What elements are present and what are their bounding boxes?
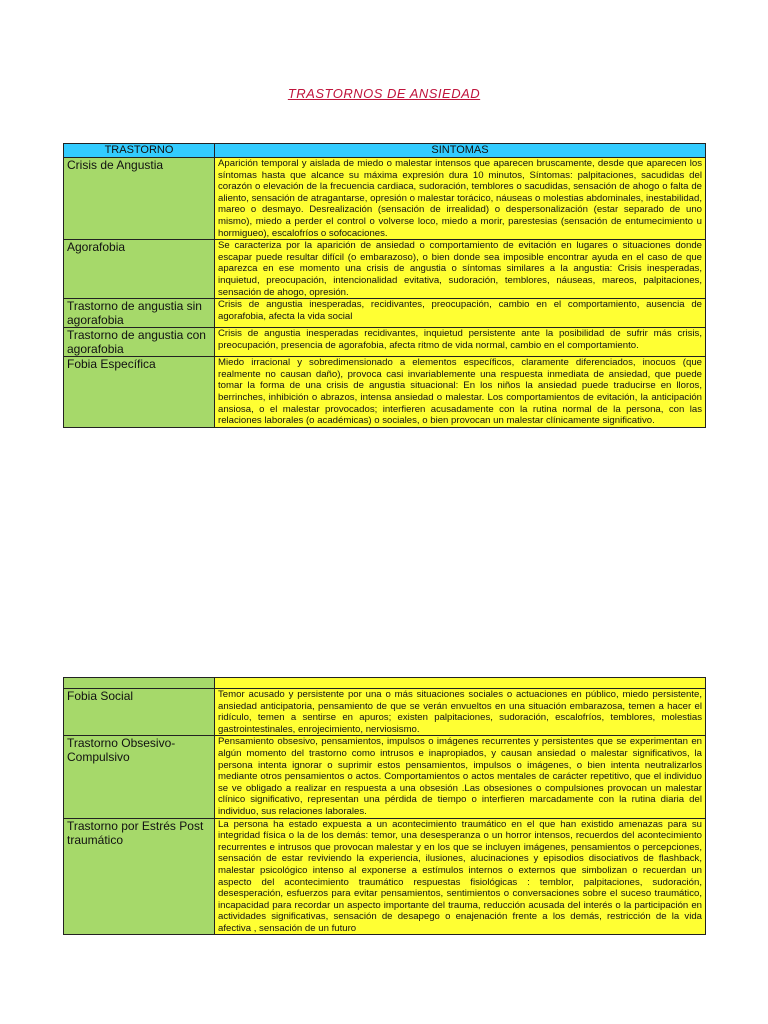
table-row [64, 158, 706, 240]
header-trastorno: TRASTORNO [64, 144, 215, 158]
disorder-name: Agorafobia [64, 240, 215, 299]
disorder-name: Trastorno de angustia con agorafobia [64, 328, 215, 357]
symptoms-table-2 [63, 677, 706, 935]
table-row [64, 240, 706, 299]
disorder-name: Fobia Específica [64, 357, 215, 428]
disorder-symptoms: Se caracteriza por la aparición de ansiedad o comportamiento de evitación en lugares o situaciones donde escapar puede resultar difícil (o embarazoso), o bien donde sea imposible encontrar ayuda en el caso de que aparezca en ese momento una crisis de angustia o síntomas similares a la angustia: Crisis inesperadas, inquietud, preocupación, intencionalidad evitativa, sudoración, temblores, náuseas, mareos, palpitaciones, sensación de ahogo, opresión. [215, 240, 706, 299]
symptoms-table-1 [63, 143, 706, 428]
page-title: TRASTORNOS DE ANSIEDAD [287, 86, 481, 101]
blank-cell [215, 678, 706, 689]
table-header-row [64, 144, 706, 158]
disorder-symptoms: Aparición temporal y aislada de miedo o malestar intensos que aparecen bruscamente, desde que aparecen los síntomas hasta que alcance su máxima expresión dura 10 minutos, Síntomas: palpitaciones, sacudidas del corazón o elevación de la frecuencia cardiaca, sudoración, temblores o sacudidas, sensación de ahogo o falta de aliento, sensación de atragantarse, opresión o malestar torácico, náuseas o molestias abdominales, inestabilidad, mareo o desmayo. Desrealización (sensación de irrealidad) o despersonalización (estar separado de uno mismo), miedo a perder el control o volverse loco, miedo a morir, parestesias (sensación de entumecimiento u hormigueo), escalofríos o sofocaciones. [215, 158, 706, 240]
disorder-name: Trastorno por Estrés Post traumático [64, 818, 215, 935]
disorder-symptoms: Temor acusado y persistente por una o más situaciones sociales o actuaciones en público, miedo persistente, ansiedad anticipatoria, pensamiento de que se verán envueltos en una situación embarazosa, temen a hacer el ridículo, temen a sentirse en apuros; existen palpitaciones, sudoración, escalofríos, temblores, molestias gastrointestinales, enrojecimiento, nerviosismo. [215, 689, 706, 736]
disorder-symptoms: La persona ha estado expuesta a un acontecimiento traumático en el que han existido amenazas para su integridad física o la de los demás: temor, una desesperanza o un horror intensos, recuerdos del acontecimiento recurrentes e intrusos que provocan malestar y en los que se incluyen imágenes, pensamientos o percepciones, sensación de estar reviviendo la experiencia, ilusiones, alucinaciones y episodios disociativos de flashback, malestar psicológico intenso al exponerse a estímulos internos o externos que simbolizan o recuerdan un aspecto del acontecimiento traumático respuestas fisiológicas : temblor, palpitaciones, sudoración, desesperación, esfuerzos para evitar pensamientos, sentimientos o conversaciones sobre el suceso traumático, incapacidad para recordar un aspecto importante del trauma, reducción acusada del interés o la participación en actividades significativas, sensación de desapego o enajenación frente a los demás, restricción de la vida afectiva , sensación de un futuro [215, 818, 706, 935]
table-row [64, 357, 706, 428]
header-sintomas: SINTOMAS [215, 144, 706, 158]
disorder-symptoms: Miedo irracional y sobredimensionado a elementos específicos, claramente diferenciados, inocuos (que realmente no causan daño), provoca casi invariablemente una respuesta inmediata de ansiedad, que puede tomar la forma de una crisis de angustia situacional: En los niños la ansiedad puede traducirse en lloros, berrinches, inhibición o abrazos, intensa ansiedad o malestar. Los comportamientos de evitación, la anticipación ansiosa, o el malestar provocados; interfieren acusadamente con la rutina normal de la persona, con las relaciones laborales (o académicas) o sociales, o bien provocan un malestar clínicamente significativo. [215, 357, 706, 428]
table-blank-row [64, 678, 706, 689]
disorder-name: Trastorno Obsesivo-Compulsivo [64, 736, 215, 818]
table-row [64, 818, 706, 935]
disorder-symptoms: Crisis de angustia inesperadas recidivantes, inquietud persistente ante la posibilidad de sufrir más crisis, preocupación, presencia de agorafobia, afecta ritmo de vida normal, cambio en el comportamiento. [215, 328, 706, 357]
disorder-symptoms: Crisis de angustia inesperadas, recidivantes, preocupación, cambio en el comportamiento, ausencia de agorafobia, afecta la vida social [215, 299, 706, 328]
disorder-name: Trastorno de angustia sin agorafobia [64, 299, 215, 328]
table-row [64, 299, 706, 328]
disorder-symptoms: Pensamiento obsesivo, pensamientos, impulsos o imágenes recurrentes y persistentes que se experimentan en algún momento del trastorno como intrusos e inapropiados, y causan ansiedad o malestar significativos, la persona intenta ignorar o suprimir estos pensamientos, impulsos o imágenes, o bien intenta neutralizarlos mediante otros pensamientos o actos. Comportamientos o actos mentales de carácter repetitivo, que el individuo se ve obligado a realizar en respuesta a una obsesión .Las obsesiones o compulsiones provocan un malestar clínico significativo, representan una pérdida de tiempo o interfieren marcadamente con la rutina diaria del individuo, sus relaciones laborales. [215, 736, 706, 818]
disorder-name: Crisis de Angustia [64, 158, 215, 240]
table-row [64, 689, 706, 736]
table-row [64, 736, 706, 818]
blank-cell [64, 678, 215, 689]
table-row [64, 328, 706, 357]
disorder-name: Fobia Social [64, 689, 215, 736]
